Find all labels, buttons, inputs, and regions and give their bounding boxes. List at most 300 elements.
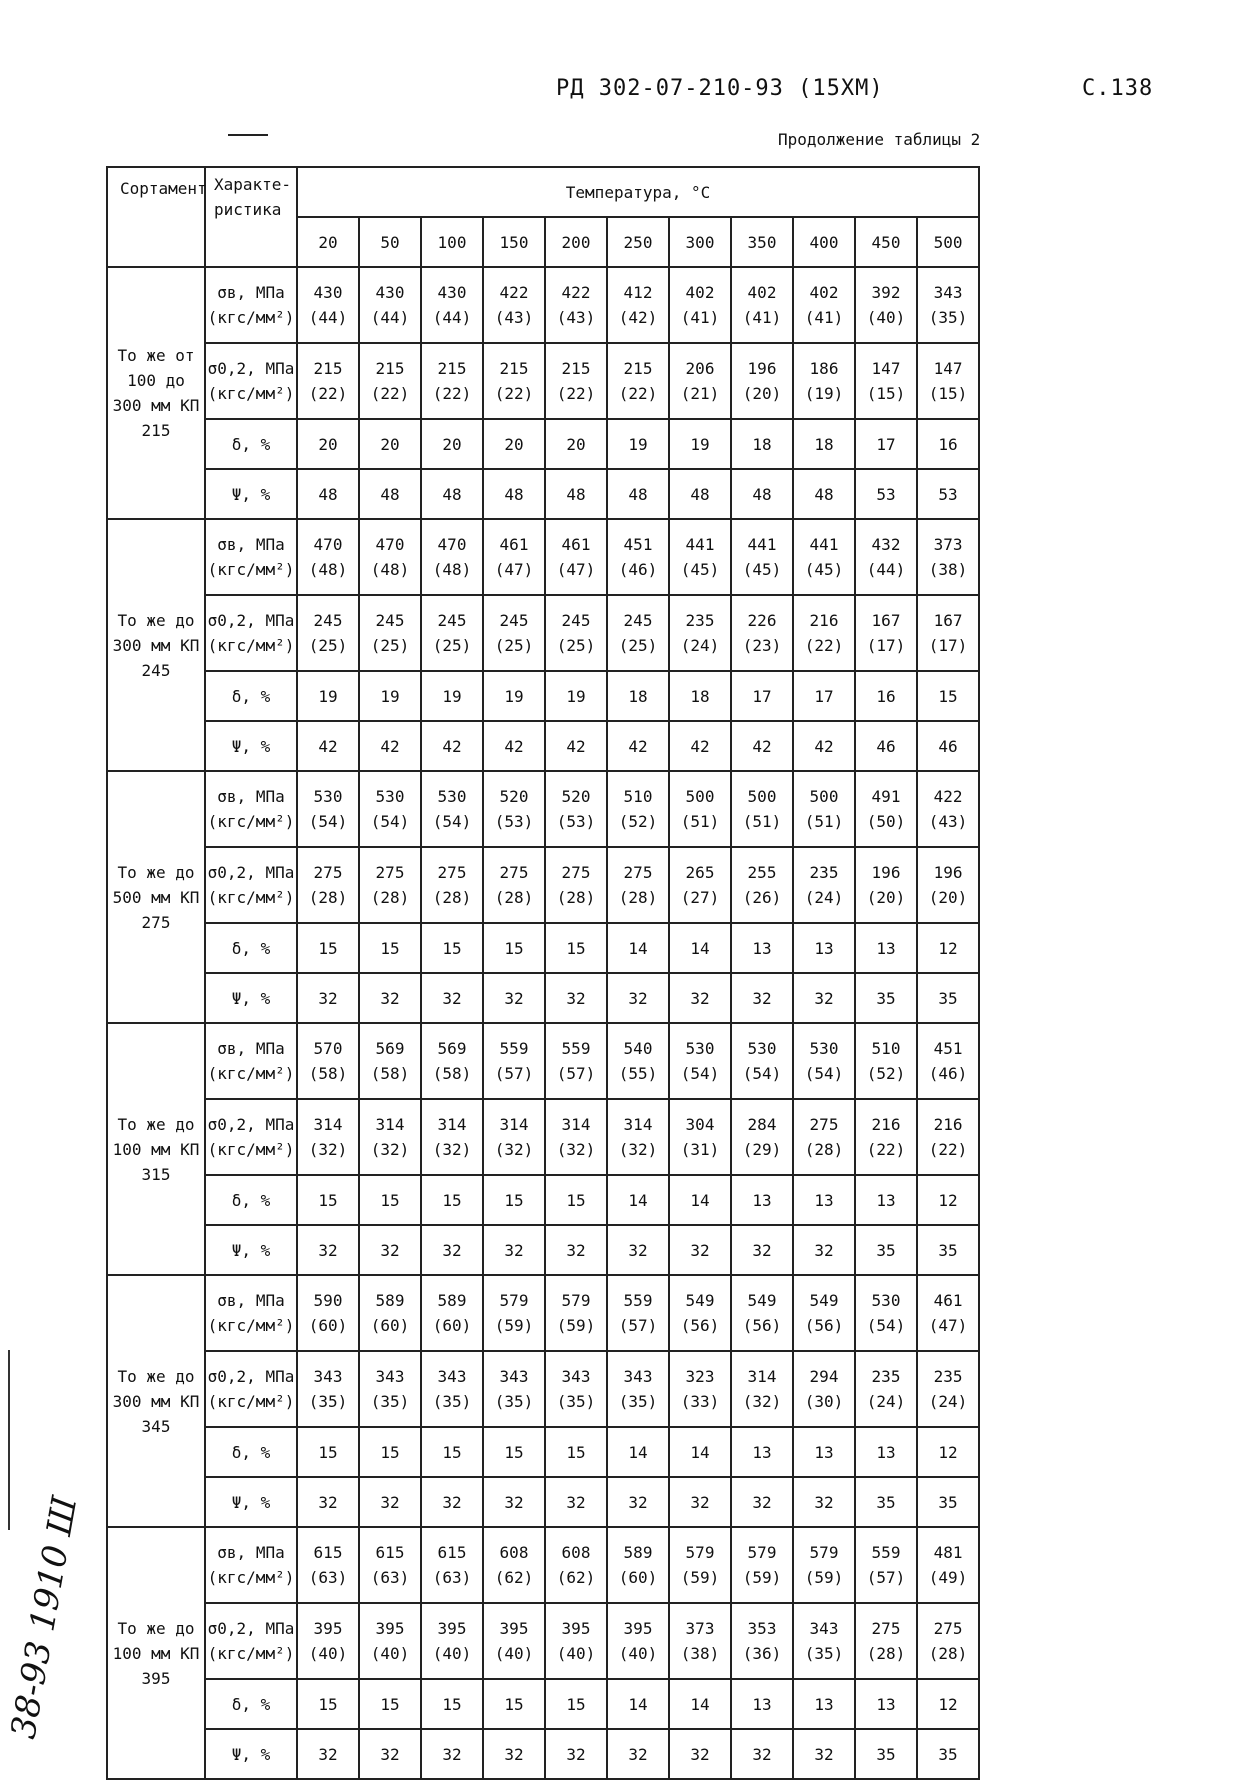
value-cell: 32 [731, 1225, 793, 1275]
value-cell: 17 [793, 671, 855, 721]
value-cell: 32 [297, 973, 359, 1023]
value-cell: 432 (44) [855, 519, 917, 595]
value-cell: 14 [669, 1175, 731, 1225]
value-cell: 19 [545, 671, 607, 721]
value-cell: 275 (28) [607, 847, 669, 923]
value-cell: 615 (63) [359, 1527, 421, 1603]
value-cell: 15 [483, 923, 545, 973]
characteristic-cell: σ0,2, МПа (кгс/мм²) [205, 1603, 297, 1679]
value-cell: 402 (41) [669, 267, 731, 343]
value-cell: 549 (56) [669, 1275, 731, 1351]
value-cell: 510 (52) [855, 1023, 917, 1099]
table-row [107, 1603, 979, 1679]
value-cell: 14 [607, 1679, 669, 1729]
value-cell: 32 [421, 1729, 483, 1779]
value-cell: 314 (32) [421, 1099, 483, 1175]
value-cell: 275 (28) [855, 1603, 917, 1679]
value-cell: 14 [669, 923, 731, 973]
value-cell: 343 (35) [793, 1603, 855, 1679]
value-cell: 42 [359, 721, 421, 771]
value-cell: 12 [917, 1679, 979, 1729]
characteristic-cell: σв, МПа (кгс/мм²) [205, 519, 297, 595]
sortament-cell: То же до 300 мм КП 345 [107, 1275, 205, 1527]
value-cell: 48 [607, 469, 669, 519]
value-cell: 314 (32) [607, 1099, 669, 1175]
value-cell: 235 (24) [855, 1351, 917, 1427]
value-cell: 215 (22) [607, 343, 669, 419]
value-cell: 48 [545, 469, 607, 519]
value-cell: 32 [669, 1225, 731, 1275]
value-cell: 15 [545, 1679, 607, 1729]
value-cell: 46 [917, 721, 979, 771]
table-row [107, 343, 979, 419]
value-cell: 32 [607, 1729, 669, 1779]
margin-handwriting: 38-93 1910 Ш [3, 1493, 86, 1742]
table-row [107, 1351, 979, 1427]
value-cell: 216 (22) [793, 595, 855, 671]
value-cell: 16 [855, 671, 917, 721]
value-cell: 32 [545, 1477, 607, 1527]
temperature-header: 100 [421, 217, 483, 267]
value-cell: 215 (22) [545, 343, 607, 419]
value-cell: 42 [421, 721, 483, 771]
value-cell: 196 (20) [731, 343, 793, 419]
table-row [107, 973, 979, 1023]
value-cell: 590 (60) [297, 1275, 359, 1351]
value-cell: 245 (25) [483, 595, 545, 671]
value-cell: 147 (15) [917, 343, 979, 419]
value-cell: 48 [731, 469, 793, 519]
characteristic-cell: δ, % [205, 923, 297, 973]
value-cell: 32 [731, 973, 793, 1023]
value-cell: 314 (32) [297, 1099, 359, 1175]
value-cell: 32 [359, 1225, 421, 1275]
value-cell: 520 (53) [483, 771, 545, 847]
value-cell: 395 (40) [545, 1603, 607, 1679]
value-cell: 245 (25) [607, 595, 669, 671]
value-cell: 35 [917, 973, 979, 1023]
temperature-header: 500 [917, 217, 979, 267]
value-cell: 35 [855, 973, 917, 1023]
value-cell: 32 [421, 1225, 483, 1275]
value-cell: 35 [855, 1729, 917, 1779]
value-cell: 186 (19) [793, 343, 855, 419]
value-cell: 500 (51) [731, 771, 793, 847]
value-cell: 294 (30) [793, 1351, 855, 1427]
value-cell: 451 (46) [917, 1023, 979, 1099]
value-cell: 42 [483, 721, 545, 771]
characteristic-cell: σ0,2, МПа (кгс/мм²) [205, 847, 297, 923]
value-cell: 510 (52) [607, 771, 669, 847]
value-cell: 13 [731, 1427, 793, 1477]
value-cell: 32 [793, 1729, 855, 1779]
value-cell: 392 (40) [855, 267, 917, 343]
value-cell: 32 [731, 1477, 793, 1527]
value-cell: 48 [421, 469, 483, 519]
value-cell: 275 (28) [545, 847, 607, 923]
temperature-header: 20 [297, 217, 359, 267]
value-cell: 206 (21) [669, 343, 731, 419]
value-cell: 32 [297, 1225, 359, 1275]
sortament-cell: То же до 500 мм КП 275 [107, 771, 205, 1023]
value-cell: 395 (40) [297, 1603, 359, 1679]
table-row [107, 923, 979, 973]
value-cell: 245 (25) [421, 595, 483, 671]
value-cell: 530 (54) [669, 1023, 731, 1099]
value-cell: 32 [483, 1729, 545, 1779]
table-row [107, 1225, 979, 1275]
table-continuation-label: Продолжение таблицы 2 [778, 130, 981, 149]
value-cell: 461 (47) [917, 1275, 979, 1351]
value-cell: 441 (45) [669, 519, 731, 595]
value-cell: 32 [421, 973, 483, 1023]
value-cell: 402 (41) [731, 267, 793, 343]
value-cell: 470 (48) [421, 519, 483, 595]
value-cell: 32 [297, 1729, 359, 1779]
value-cell: 589 (60) [421, 1275, 483, 1351]
value-cell: 13 [855, 1175, 917, 1225]
document-code: РД 302-07-210-93 (15ХМ) [556, 76, 884, 101]
value-cell: 32 [731, 1729, 793, 1779]
value-cell: 530 (54) [359, 771, 421, 847]
value-cell: 13 [793, 1679, 855, 1729]
value-cell: 343 (35) [545, 1351, 607, 1427]
value-cell: 284 (29) [731, 1099, 793, 1175]
value-cell: 430 (44) [297, 267, 359, 343]
value-cell: 430 (44) [421, 267, 483, 343]
value-cell: 579 (59) [731, 1527, 793, 1603]
table-row [107, 847, 979, 923]
value-cell: 46 [855, 721, 917, 771]
value-cell: 500 (51) [793, 771, 855, 847]
value-cell: 275 (28) [297, 847, 359, 923]
characteristic-cell: σ0,2, МПа (кгс/мм²) [205, 595, 297, 671]
characteristic-cell: δ, % [205, 1175, 297, 1225]
value-cell: 53 [855, 469, 917, 519]
value-cell: 32 [669, 973, 731, 1023]
value-cell: 422 (43) [545, 267, 607, 343]
value-cell: 530 (54) [855, 1275, 917, 1351]
characteristic-cell: σв, МПа (кгс/мм²) [205, 1527, 297, 1603]
value-cell: 167 (17) [917, 595, 979, 671]
value-cell: 353 (36) [731, 1603, 793, 1679]
table-row [107, 721, 979, 771]
value-cell: 608 (62) [483, 1527, 545, 1603]
value-cell: 19 [669, 419, 731, 469]
value-cell: 395 (40) [607, 1603, 669, 1679]
value-cell: 48 [669, 469, 731, 519]
value-cell: 13 [793, 1175, 855, 1225]
characteristic-cell: Ψ, % [205, 1477, 297, 1527]
value-cell: 14 [607, 1427, 669, 1477]
value-cell: 18 [607, 671, 669, 721]
value-cell: 235 (24) [669, 595, 731, 671]
value-cell: 32 [793, 973, 855, 1023]
value-cell: 48 [483, 469, 545, 519]
value-cell: 35 [917, 1225, 979, 1275]
value-cell: 15 [359, 923, 421, 973]
value-cell: 491 (50) [855, 771, 917, 847]
value-cell: 15 [297, 1175, 359, 1225]
value-cell: 559 (57) [483, 1023, 545, 1099]
value-cell: 147 (15) [855, 343, 917, 419]
table-row [107, 519, 979, 595]
sortament-cell: То же до 100 мм КП 315 [107, 1023, 205, 1275]
value-cell: 18 [731, 419, 793, 469]
value-cell: 32 [297, 1477, 359, 1527]
value-cell: 32 [359, 973, 421, 1023]
value-cell: 32 [421, 1477, 483, 1527]
value-cell: 470 (48) [297, 519, 359, 595]
value-cell: 343 (35) [483, 1351, 545, 1427]
value-cell: 32 [483, 973, 545, 1023]
table-row [107, 267, 979, 343]
header-dash [228, 134, 268, 136]
characteristic-cell: Ψ, % [205, 1225, 297, 1275]
value-cell: 32 [545, 973, 607, 1023]
value-cell: 13 [855, 923, 917, 973]
value-cell: 245 (25) [359, 595, 421, 671]
value-cell: 12 [917, 923, 979, 973]
value-cell: 13 [731, 1175, 793, 1225]
table-row [107, 1275, 979, 1351]
value-cell: 569 (58) [359, 1023, 421, 1099]
characteristic-cell: σв, МПа (кгс/мм²) [205, 1023, 297, 1099]
value-cell: 16 [917, 419, 979, 469]
value-cell: 15 [421, 1679, 483, 1729]
value-cell: 15 [359, 1175, 421, 1225]
header-temperature: Температура, °С [297, 167, 979, 217]
value-cell: 13 [793, 923, 855, 973]
sortament-cell: То же от 100 до 300 мм КП 215 [107, 267, 205, 519]
value-cell: 32 [545, 1225, 607, 1275]
temperature-header: 200 [545, 217, 607, 267]
value-cell: 32 [793, 1225, 855, 1275]
value-cell: 48 [297, 469, 359, 519]
value-cell: 14 [607, 923, 669, 973]
value-cell: 13 [731, 1679, 793, 1729]
value-cell: 215 (22) [483, 343, 545, 419]
value-cell: 12 [917, 1427, 979, 1477]
value-cell: 20 [421, 419, 483, 469]
characteristic-cell: δ, % [205, 419, 297, 469]
header-characteristic: Характе-ристика [205, 167, 297, 267]
value-cell: 215 (22) [297, 343, 359, 419]
value-cell: 481 (49) [917, 1527, 979, 1603]
value-cell: 461 (47) [483, 519, 545, 595]
value-cell: 19 [359, 671, 421, 721]
page-number: С.138 [1082, 76, 1154, 101]
temperature-header: 150 [483, 217, 545, 267]
value-cell: 15 [917, 671, 979, 721]
value-cell: 549 (56) [731, 1275, 793, 1351]
value-cell: 520 (53) [545, 771, 607, 847]
value-cell: 275 (28) [359, 847, 421, 923]
value-cell: 579 (59) [483, 1275, 545, 1351]
value-cell: 15 [297, 923, 359, 973]
value-cell: 13 [855, 1427, 917, 1477]
value-cell: 15 [483, 1427, 545, 1477]
value-cell: 20 [545, 419, 607, 469]
value-cell: 275 (28) [483, 847, 545, 923]
value-cell: 226 (23) [731, 595, 793, 671]
value-cell: 343 (35) [359, 1351, 421, 1427]
value-cell: 35 [917, 1729, 979, 1779]
value-cell: 395 (40) [483, 1603, 545, 1679]
value-cell: 373 (38) [669, 1603, 731, 1679]
value-cell: 32 [607, 1477, 669, 1527]
value-cell: 14 [669, 1427, 731, 1477]
characteristic-cell: σв, МПа (кгс/мм²) [205, 267, 297, 343]
value-cell: 14 [607, 1175, 669, 1225]
table-row [107, 1099, 979, 1175]
value-cell: 343 (35) [917, 267, 979, 343]
table-row [107, 595, 979, 671]
value-cell: 216 (22) [917, 1099, 979, 1175]
value-cell: 53 [917, 469, 979, 519]
value-cell: 314 (32) [731, 1351, 793, 1427]
value-cell: 12 [917, 1175, 979, 1225]
value-cell: 559 (57) [545, 1023, 607, 1099]
table-row [107, 469, 979, 519]
value-cell: 615 (63) [421, 1527, 483, 1603]
table-row [107, 1527, 979, 1603]
value-cell: 15 [421, 1427, 483, 1477]
value-cell: 540 (55) [607, 1023, 669, 1099]
value-cell: 15 [297, 1427, 359, 1477]
value-cell: 42 [669, 721, 731, 771]
characteristic-cell: Ψ, % [205, 973, 297, 1023]
characteristic-cell: Ψ, % [205, 721, 297, 771]
value-cell: 15 [545, 923, 607, 973]
characteristic-cell: δ, % [205, 671, 297, 721]
value-cell: 42 [545, 721, 607, 771]
value-cell: 19 [297, 671, 359, 721]
value-cell: 32 [545, 1729, 607, 1779]
value-cell: 18 [669, 671, 731, 721]
characteristic-cell: Ψ, % [205, 1729, 297, 1779]
table-row [107, 419, 979, 469]
value-cell: 245 (25) [297, 595, 359, 671]
temperature-header: 400 [793, 217, 855, 267]
value-cell: 42 [793, 721, 855, 771]
value-cell: 15 [297, 1679, 359, 1729]
value-cell: 15 [421, 1175, 483, 1225]
value-cell: 530 (54) [421, 771, 483, 847]
table-row [107, 1477, 979, 1527]
sortament-cell: То же до 300 мм КП 245 [107, 519, 205, 771]
characteristic-cell: σ0,2, МПа (кгс/мм²) [205, 1351, 297, 1427]
value-cell: 32 [483, 1225, 545, 1275]
value-cell: 314 (32) [359, 1099, 421, 1175]
value-cell: 20 [483, 419, 545, 469]
value-cell: 559 (57) [607, 1275, 669, 1351]
temperature-header: 250 [607, 217, 669, 267]
value-cell: 579 (59) [669, 1527, 731, 1603]
value-cell: 19 [607, 419, 669, 469]
temperature-header: 350 [731, 217, 793, 267]
value-cell: 530 (54) [731, 1023, 793, 1099]
value-cell: 275 (28) [917, 1603, 979, 1679]
value-cell: 589 (60) [359, 1275, 421, 1351]
value-cell: 579 (59) [793, 1527, 855, 1603]
properties-table [106, 166, 980, 1780]
value-cell: 530 (54) [793, 1023, 855, 1099]
value-cell: 196 (20) [855, 847, 917, 923]
table-row [107, 1023, 979, 1099]
value-cell: 579 (59) [545, 1275, 607, 1351]
value-cell: 32 [359, 1729, 421, 1779]
value-cell: 589 (60) [607, 1527, 669, 1603]
value-cell: 314 (32) [545, 1099, 607, 1175]
value-cell: 14 [669, 1679, 731, 1729]
value-cell: 15 [545, 1175, 607, 1225]
value-cell: 235 (24) [917, 1351, 979, 1427]
value-cell: 569 (58) [421, 1023, 483, 1099]
value-cell: 570 (58) [297, 1023, 359, 1099]
characteristic-cell: σв, МПа (кгс/мм²) [205, 771, 297, 847]
value-cell: 412 (42) [607, 267, 669, 343]
value-cell: 304 (31) [669, 1099, 731, 1175]
value-cell: 15 [359, 1427, 421, 1477]
value-cell: 15 [421, 923, 483, 973]
value-cell: 48 [359, 469, 421, 519]
value-cell: 608 (62) [545, 1527, 607, 1603]
value-cell: 215 (22) [359, 343, 421, 419]
table-row [107, 671, 979, 721]
value-cell: 615 (63) [297, 1527, 359, 1603]
value-cell: 422 (43) [917, 771, 979, 847]
temperature-header: 450 [855, 217, 917, 267]
value-cell: 441 (45) [793, 519, 855, 595]
value-cell: 255 (26) [731, 847, 793, 923]
value-cell: 395 (40) [421, 1603, 483, 1679]
value-cell: 461 (47) [545, 519, 607, 595]
table-row [107, 771, 979, 847]
value-cell: 32 [483, 1477, 545, 1527]
temperature-header: 50 [359, 217, 421, 267]
value-cell: 13 [855, 1679, 917, 1729]
table-row [107, 1679, 979, 1729]
header-sortament: Сортамент [107, 167, 205, 267]
value-cell: 42 [607, 721, 669, 771]
value-cell: 373 (38) [917, 519, 979, 595]
value-cell: 15 [483, 1679, 545, 1729]
value-cell: 42 [297, 721, 359, 771]
characteristic-cell: δ, % [205, 1427, 297, 1477]
value-cell: 265 (27) [669, 847, 731, 923]
value-cell: 15 [359, 1679, 421, 1729]
value-cell: 35 [855, 1477, 917, 1527]
value-cell: 13 [793, 1427, 855, 1477]
value-cell: 323 (33) [669, 1351, 731, 1427]
value-cell: 32 [793, 1477, 855, 1527]
temperature-header: 300 [669, 217, 731, 267]
value-cell: 13 [731, 923, 793, 973]
value-cell: 32 [607, 1225, 669, 1275]
value-cell: 42 [731, 721, 793, 771]
sortament-cell: То же до 100 мм КП 395 [107, 1527, 205, 1779]
value-cell: 235 (24) [793, 847, 855, 923]
value-cell: 422 (43) [483, 267, 545, 343]
value-cell: 549 (56) [793, 1275, 855, 1351]
value-cell: 19 [421, 671, 483, 721]
value-cell: 451 (46) [607, 519, 669, 595]
table-row [107, 1427, 979, 1477]
value-cell: 15 [545, 1427, 607, 1477]
value-cell: 343 (35) [421, 1351, 483, 1427]
value-cell: 500 (51) [669, 771, 731, 847]
